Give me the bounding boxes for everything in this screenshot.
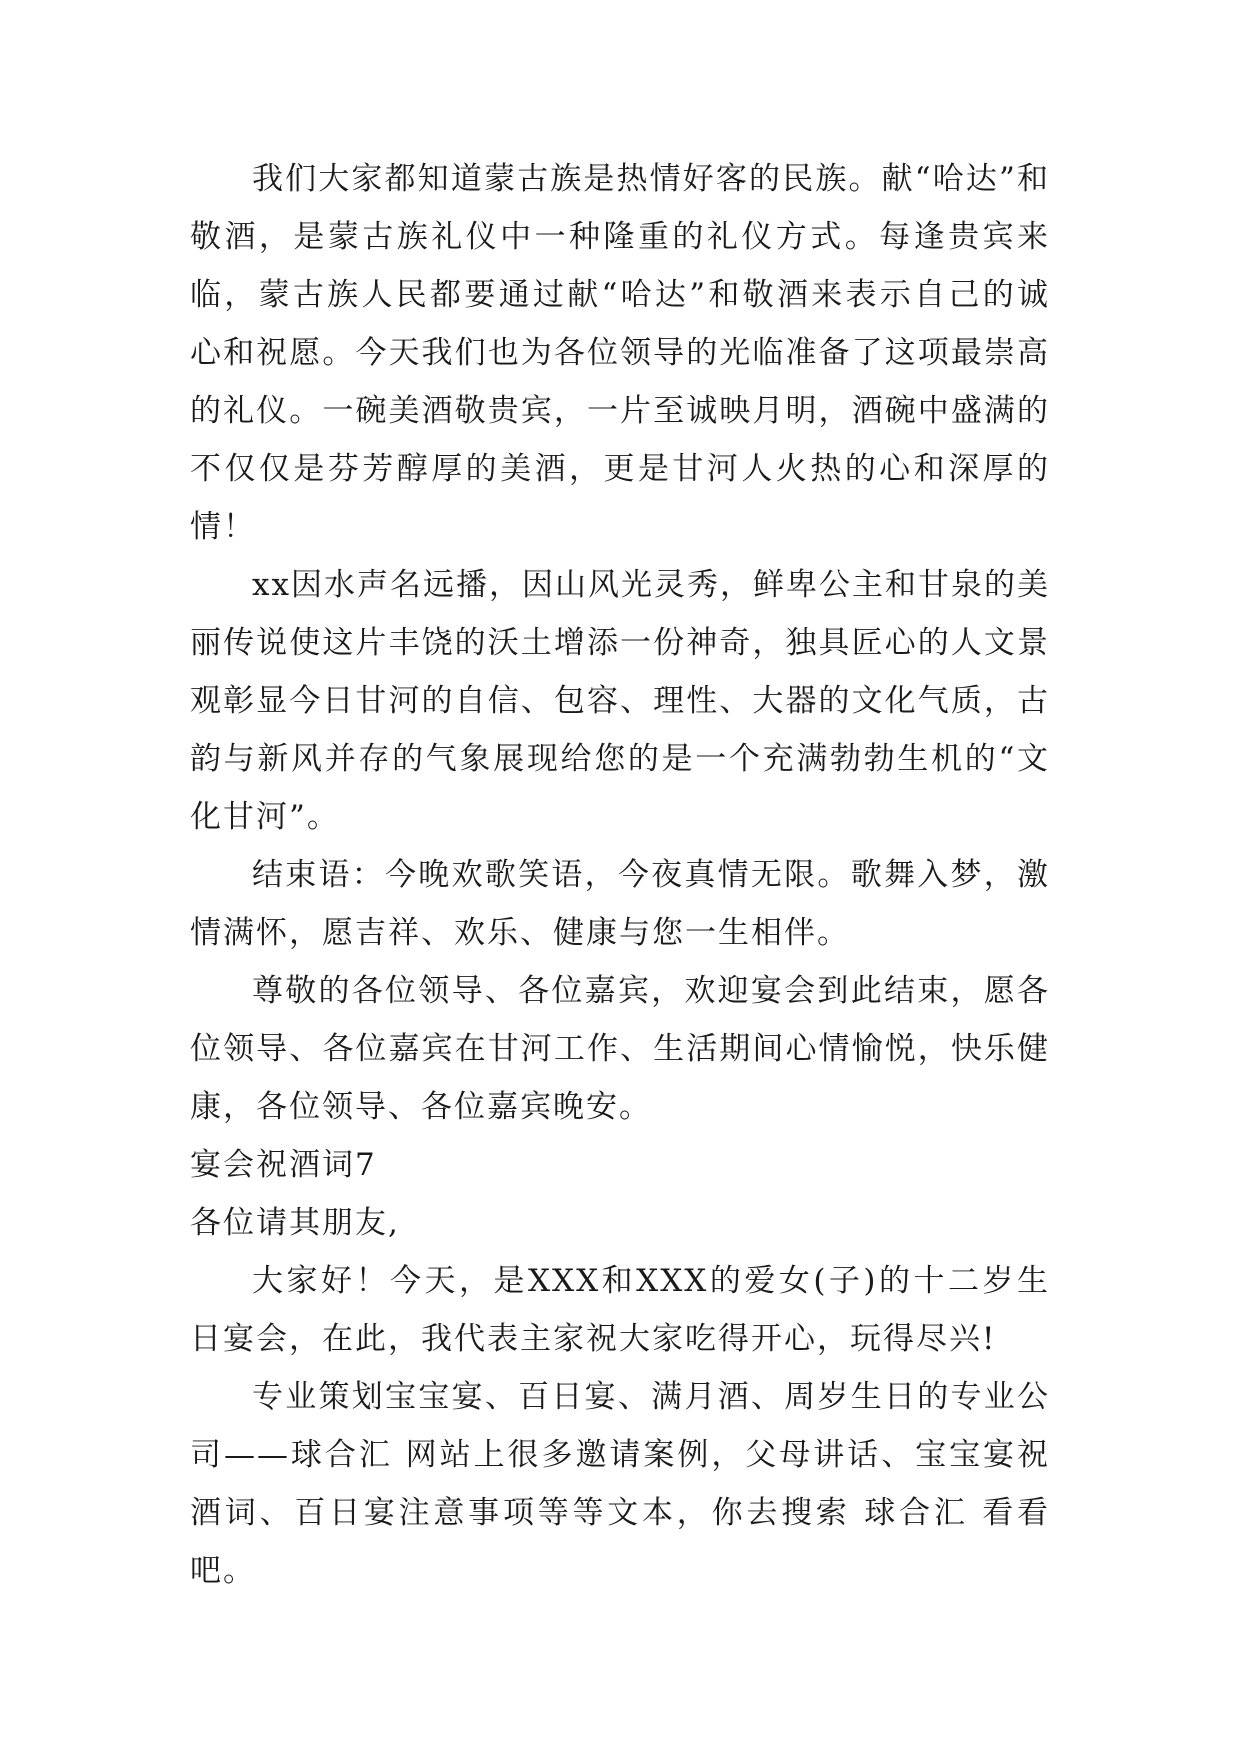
paragraph-farewell: 尊敬的各位领导、各位嘉宾，欢迎宴会到此结束，愿各位领导、各位嘉宾在甘河工作、生活期间心情愉悦，快乐健康，各位领导、各位嘉宾晚安。	[190, 973, 1050, 1125]
paragraph-closing-remarks: 结束语：今晚欢歌笑语，今夜真情无限。歌舞入梦，激情满怀，愿吉祥、欢乐、健康与您一生相伴。	[190, 857, 1050, 951]
paragraph-mongolian-toast: 我们大家都知道蒙古族是热情好客的民族。献“哈达”和敬酒，是蒙古族礼仪中一种隆重的礼仪方式。每逢贵宾来临，蒙古族人民都要通过献“哈达”和敬酒来表示自己的诚心和祝愿。今天我们也为各位领导的光临准备了这项最崇高的礼仪。一碗美酒敬贵宾，一片至诚映月明，酒碗中盛满的不仅仅是芬芳醇厚的美酒，更是甘河人火热的心和深厚的情！	[190, 161, 1050, 545]
document-page	[190, 150, 1050, 1600]
section-heading: 宴会祝酒词7	[190, 1147, 377, 1183]
paragraph-promotion: 专业策划宝宝宴、百日宴、满月酒、周岁生日的专业公司——球合汇 网站上很多邀请案例，父母讲话、宝宝宴祝酒词、百日宴注意事项等等文本，你去搜索 球合汇 看看吧。	[190, 1379, 1050, 1589]
salutation: 各位请其朋友,	[190, 1205, 400, 1241]
paragraph-birthday-greeting: 大家好！今天，是XXX和XXX的爱女(子)的十二岁生日宴会，在此，我代表主家祝大家吃得开心，玩得尽兴!	[190, 1263, 1050, 1357]
paragraph-ganhe-description: xx因水声名远播，因山风光灵秀，鲜卑公主和甘泉的美丽传说使这片丰饶的沃土增添一份神奇，独具匠心的人文景观彰显今日甘河的自信、包容、理性、大器的文化气质，古韵与新风并存的气象展现给您的是一个充满勃勃生机的“文化甘河”。	[190, 567, 1050, 835]
